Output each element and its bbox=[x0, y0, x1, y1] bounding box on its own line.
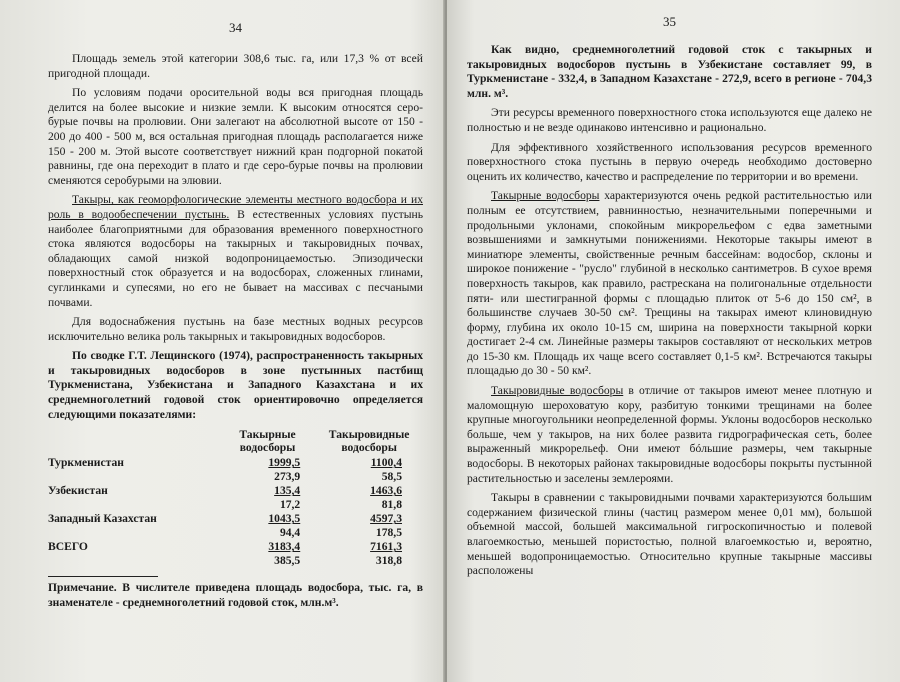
takyr-area: 1043,5 bbox=[268, 512, 301, 526]
table-header: Такырные водосборы bbox=[239, 428, 296, 455]
table-row bbox=[48, 498, 420, 512]
paragraph-text: характеризуются очень редкой растительностью или полным ее отсутствием, равнинностью, незначительными поперечными и продольными уклонами, спокойным микрорельефом с едва заметными возвышениями и замкнутыми понижениями. Некоторые такыры имеют в миниатюре элементы, свойственные речным бассейнам: водосбор, склоны и широкое понижение - "русло" глубиной в несколько сантиметров. В сухое время поверхность такыров, как правило, растрескана на полигональные отдельности пяти- или шестигранной формы с площадью плиток от 5-6 до 150 см², в большинстве случаев 30-50 см². Трещины на такырах имеют клиновидную форму, глубина их около 10-15 см, ширина на поверхности такырной корки достигает 2-4 см. Линейные размеры такыров составляют от нескольких метров до 15-30 км. Площадь их чаще всего составляет 0,1-5 км². Встречаются такыры площадью до 30 - 50 км². bbox=[467, 189, 872, 378]
region-name: Туркменистан bbox=[48, 456, 124, 470]
paragraph bbox=[467, 384, 872, 486]
paragraph: Для эффективного хозяйственного использования ресурсов временного поверхностного стока пустынь в первую очередь необходимо достоверно оценить их количество, качество и распределение по территории и во времени. bbox=[467, 140, 872, 183]
region-name: Западный Казахстан bbox=[48, 512, 157, 526]
takyr-like-runoff: 58,5 bbox=[381, 470, 402, 484]
takyr-like-area: 1100,4 bbox=[370, 456, 402, 470]
takyr-area: 3183,4 bbox=[268, 540, 301, 554]
takyr-area: 135,4 bbox=[274, 484, 301, 498]
table-row bbox=[48, 554, 420, 568]
page-number-left: 34 bbox=[229, 20, 242, 35]
paragraph-text: в отличие от такыров имеют менее плотную и маломощную шероховатую кору, разбитую тонкими трещинами на более крупные многоугольники неопределенной формы. Уклоны водосборов несколько больше, чем у такыров, на них более развита гидрографическая сеть, более выраженный микрорельеф. Они имеют бóльшие размеры, чем такырные водосборы. В некоторых районах такыровидные водосборы покрыты пустынной растительностью и заселены землероями. bbox=[467, 384, 872, 485]
right-page bbox=[447, 0, 900, 682]
watershed-table bbox=[48, 427, 420, 568]
paragraph bbox=[48, 193, 423, 310]
region-name: ВСЕГО bbox=[48, 540, 88, 554]
table-row bbox=[48, 456, 420, 470]
note-separator bbox=[48, 576, 158, 577]
takyr-runoff: 17,2 bbox=[279, 498, 301, 512]
paragraph: По сводке Г.Т. Лещинского (1974), распространенность такырных и такыровидных водосборов в зоне пустынных пастбищ Туркменистана, Узбекистана и Западного Казахстана и их среднемноголетний годовой сток ориентировочно определяется следующими показателями: bbox=[48, 349, 423, 421]
takyr-like-runoff: 178,5 bbox=[375, 526, 402, 540]
paragraph bbox=[467, 189, 872, 379]
paragraph-text: В естественных условиях пустынь наиболее благоприятными для образования временного поверхностного стока являются водосборы на такырных и такыровидных почвах, обладающих самой низкой водопроницаемостью. Эпизодически поверхностный сток образуется и на водосборах, сложенных глинами, суглинками и супесями, но его не бывает на массивах с песчаными почвами. bbox=[48, 207, 423, 309]
takyr-area: 1999,5 bbox=[268, 456, 301, 470]
paragraph: Такыры в сравнении с такыровидными почвами характеризуются большим содержанием физической глины (частиц размером менее 0,01 мм), большой объемной массой, большей максимальной гигроскопичностью и полевой влагоемкостью, меньшей пористостью, полной влагоемкостью и, вероятно, меньшей водопроницаемостью. Относительно крупные такырные массивы расположены bbox=[467, 491, 872, 578]
section-heading: Такыры, как геоморфологические элементы местного водосбора и их роль в водообеспечении пустынь. bbox=[48, 193, 423, 221]
paragraph: Эти ресурсы временного поверхностного стока используются еще далеко не полностью и не везде одинаково интенсивно и рационально. bbox=[467, 106, 872, 134]
section-heading: Такырные водосборы bbox=[491, 189, 600, 203]
table-header: Такыровидные водосборы bbox=[328, 428, 410, 455]
takyr-like-area: 1463,6 bbox=[370, 484, 402, 498]
table-note: Примечание. В числителе приведена площадь водосбора, тыс. га, в знаменателе - среднемноголетний годовой сток, млн.м³. bbox=[48, 581, 423, 609]
takyr-runoff: 94,4 bbox=[279, 526, 301, 540]
paragraph: Площадь земель этой категории 308,6 тыс. га, или 17,3 % от всей пригодной площади. bbox=[48, 52, 423, 80]
takyr-like-runoff: 81,8 bbox=[381, 498, 402, 512]
page-number-right: 35 bbox=[663, 14, 676, 29]
table-row bbox=[48, 470, 420, 484]
table-row bbox=[48, 526, 420, 540]
table-row bbox=[48, 512, 420, 526]
section-heading: Такыровидные водосборы bbox=[491, 384, 624, 398]
paragraph: По условиям подачи оросительной воды вся пригодная площадь делится на более высокие и низкие земли. К высоким относятся серо-бурые почвы на пролювии. Они залегают на абсолютной высоте от 150 - 200 до 400 - 500 м, вся остальная пригодная площадь располагается ниже 150 - 200 м. Этой высоте соответствует нижний кран подгорной покатой равнины, где она переходит в плато и где серо-бурые почвы на пролювии сменяются серобурыми на элювии. bbox=[48, 86, 423, 187]
table-row bbox=[48, 540, 420, 554]
takyr-like-area: 7161,3 bbox=[370, 540, 402, 554]
table-row bbox=[48, 484, 420, 498]
takyr-runoff: 273,9 bbox=[274, 470, 301, 484]
paragraph: Как видно, среднемноголетний годовой сток с такырных и такыровидных водосборов пустынь в Узбекистане составляет 99, в Туркменистане - 332,4, в Западном Казахстане - 272,9, всего в регионе - 704,3 млн. м³. bbox=[467, 43, 872, 100]
paragraph: Для водоснабжения пустынь на базе местных водных ресурсов исключительно велика роль такырных и такыровидных водосборов. bbox=[48, 315, 423, 343]
takyr-like-area: 4597,3 bbox=[370, 512, 402, 526]
region-name: Узбекистан bbox=[48, 484, 108, 498]
left-page bbox=[0, 0, 445, 682]
takyr-like-runoff: 318,8 bbox=[375, 554, 402, 568]
takyr-runoff: 385,5 bbox=[274, 554, 301, 568]
